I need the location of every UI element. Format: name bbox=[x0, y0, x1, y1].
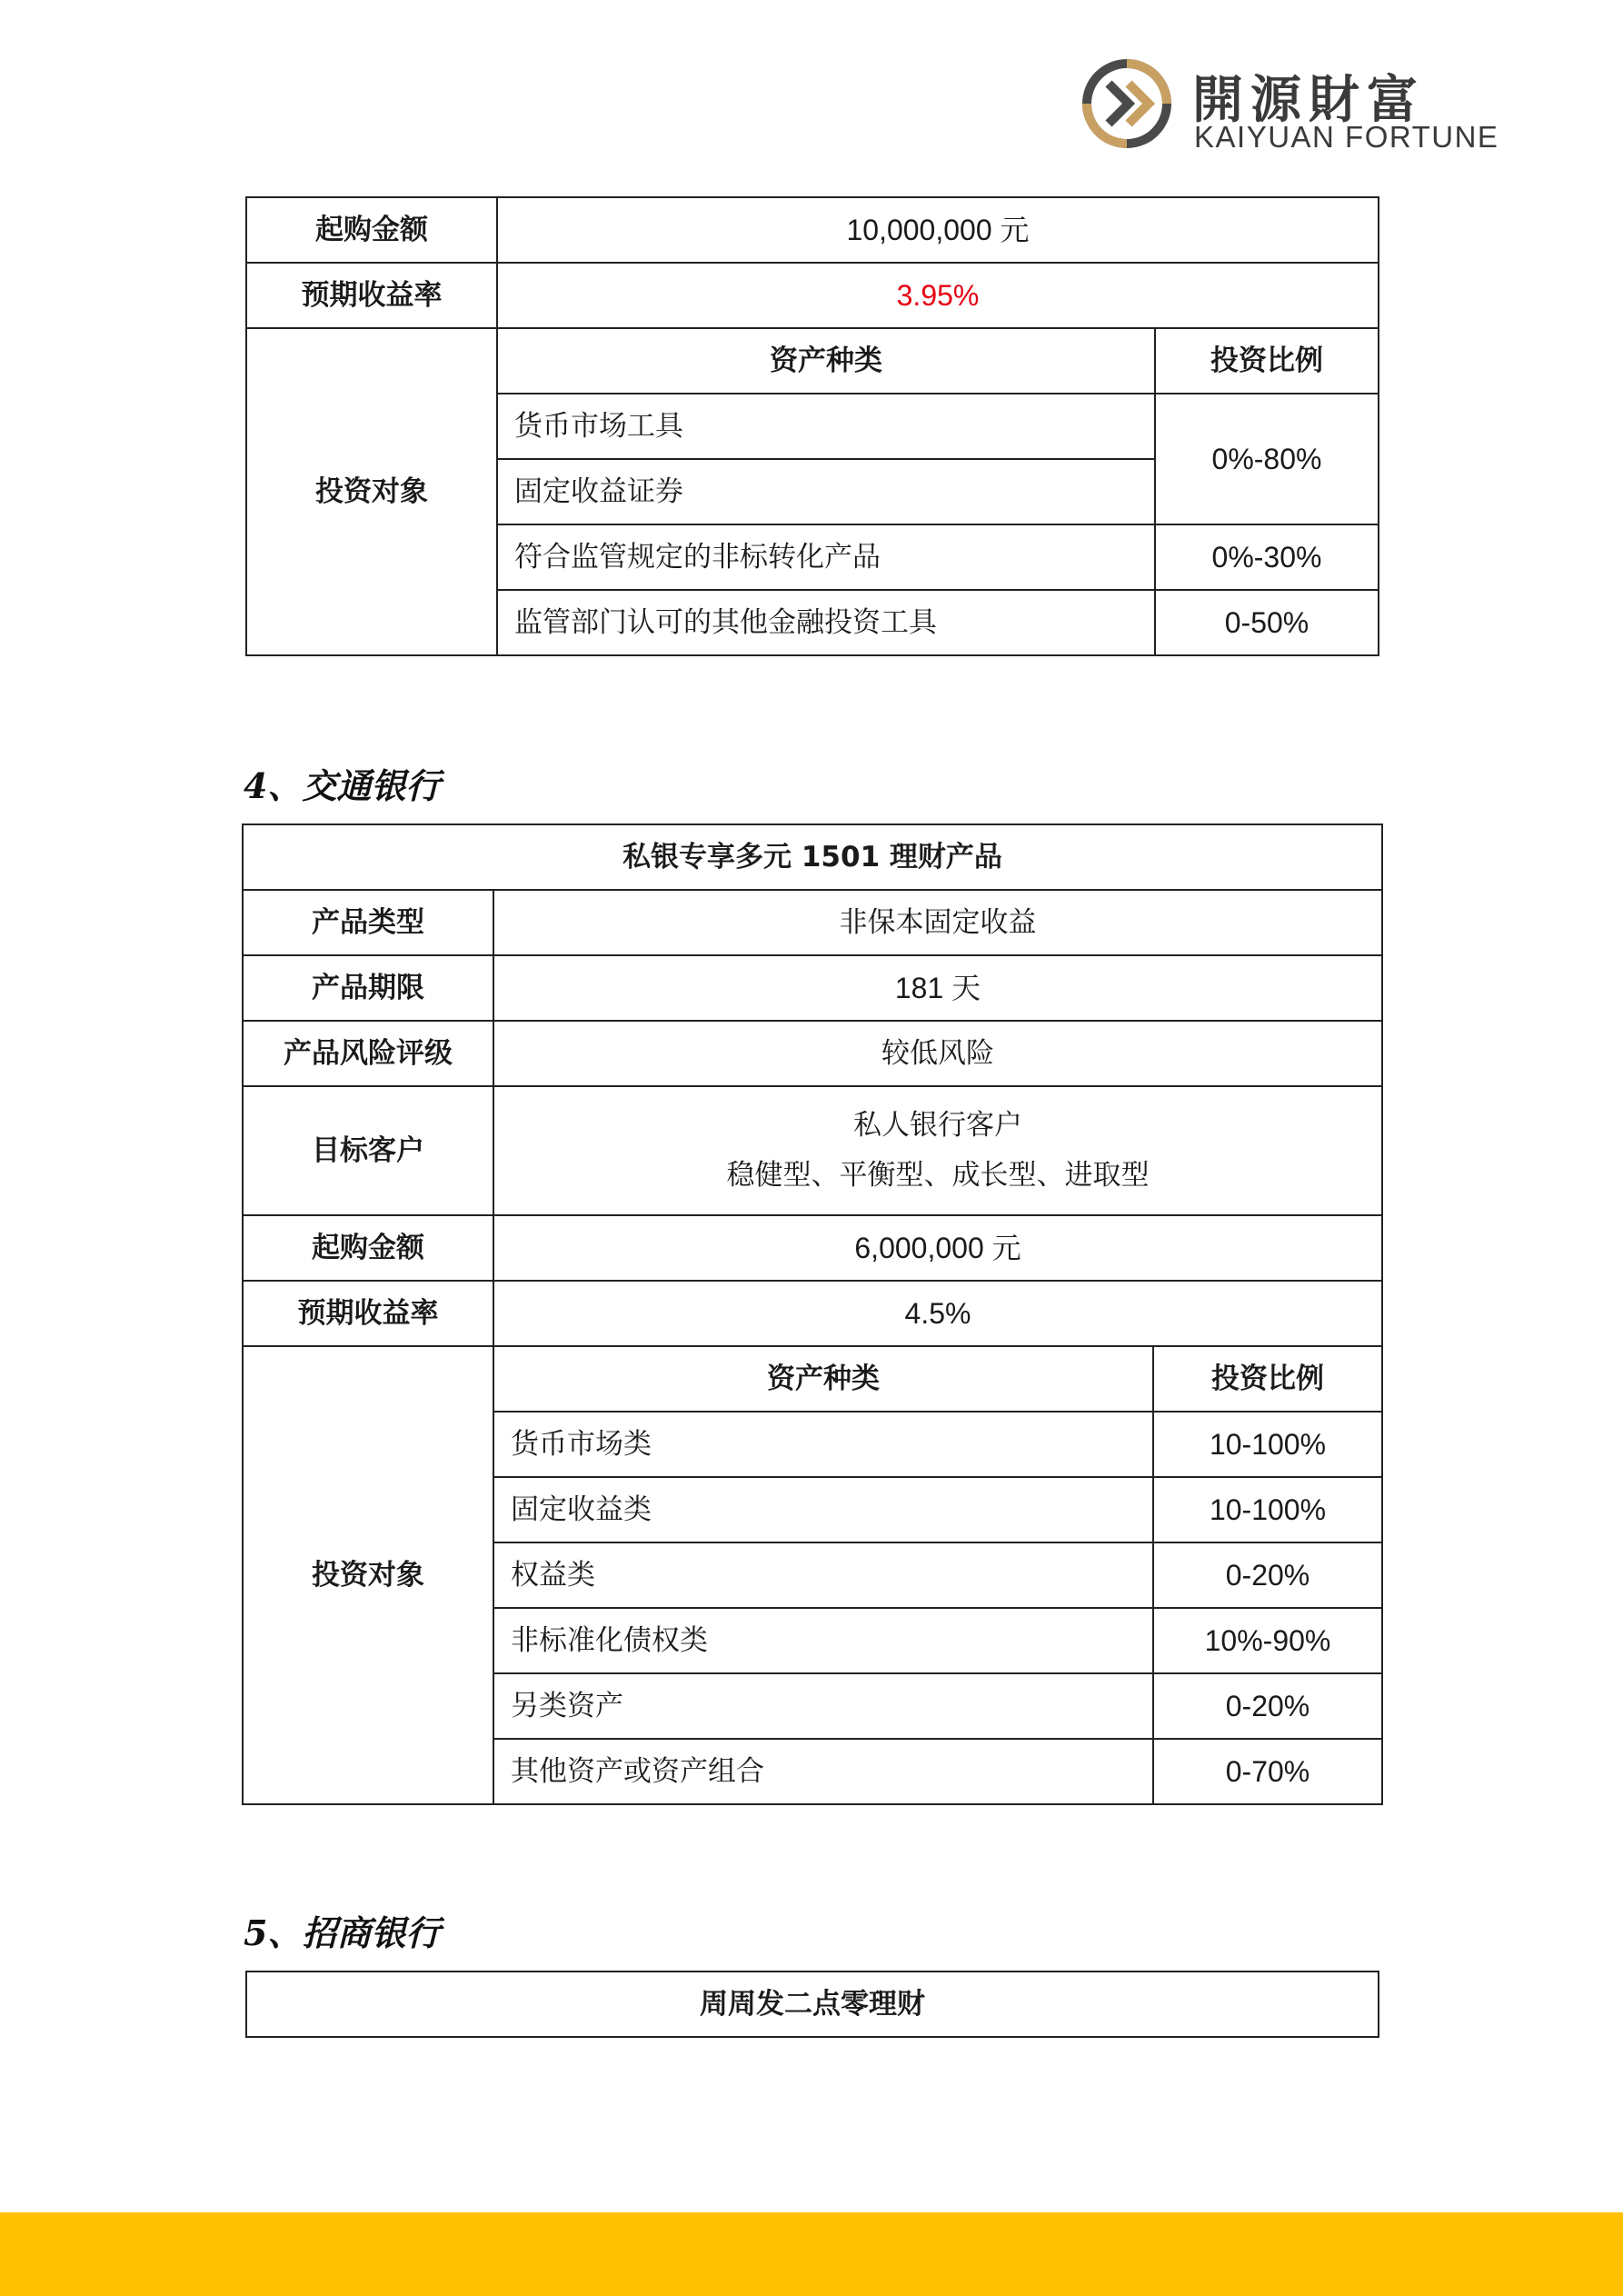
table-row bbox=[243, 1281, 1382, 1346]
ratio-cell: 0-50% bbox=[1155, 590, 1379, 655]
logo-english-name: KAIYUAN FORTUNE bbox=[1194, 120, 1499, 154]
asset-type-cell: 固定收益证券 bbox=[497, 459, 1155, 524]
table-row bbox=[243, 955, 1382, 1021]
target-customer-value bbox=[493, 1086, 1382, 1215]
table-row bbox=[246, 197, 1379, 263]
min-purchase-value: 6,000,000 元 bbox=[493, 1215, 1382, 1281]
ratio-cell: 0%-80% bbox=[1155, 394, 1379, 524]
ratio-header: 投资比例 bbox=[1155, 328, 1379, 394]
min-purchase-label: 起购金额 bbox=[246, 197, 497, 263]
ratio-cell: 0-20% bbox=[1153, 1673, 1382, 1739]
product-term-value: 181 天 bbox=[493, 955, 1382, 1021]
table-row bbox=[243, 890, 1382, 955]
investment-target-label: 投资对象 bbox=[246, 328, 497, 655]
expected-return-label: 预期收益率 bbox=[246, 263, 497, 328]
product-table-continued bbox=[245, 196, 1379, 656]
table-row bbox=[246, 328, 1379, 394]
asset-type-cell: 货币市场工具 bbox=[497, 394, 1155, 459]
ratio-cell: 10-100% bbox=[1153, 1477, 1382, 1542]
ratio-header: 投资比例 bbox=[1153, 1346, 1382, 1412]
bocom-product-table bbox=[242, 824, 1383, 1805]
cmb-product-table bbox=[245, 1971, 1379, 2038]
product-type-value: 非保本固定收益 bbox=[493, 890, 1382, 955]
product-type-label: 产品类型 bbox=[243, 890, 493, 955]
ratio-cell: 10%-90% bbox=[1153, 1608, 1382, 1673]
table-row bbox=[246, 263, 1379, 328]
risk-rating-value: 较低风险 bbox=[493, 1021, 1382, 1086]
section-heading-bocom: 4、交通银行 bbox=[244, 765, 441, 806]
table-row bbox=[243, 1346, 1382, 1412]
risk-rating-label: 产品风险评级 bbox=[243, 1021, 493, 1086]
ratio-cell: 0-20% bbox=[1153, 1542, 1382, 1608]
ratio-cell: 0%-30% bbox=[1155, 524, 1379, 590]
table-title-row bbox=[246, 1972, 1379, 2037]
ratio-cell: 0-70% bbox=[1153, 1739, 1382, 1804]
company-logo bbox=[1081, 58, 1499, 158]
table-title-row bbox=[243, 824, 1382, 890]
target-customer-line: 私人银行客户 bbox=[853, 1109, 1022, 1143]
section-heading-cmb: 5、招商银行 bbox=[244, 1912, 441, 1953]
asset-type-cell: 非标准化债权类 bbox=[493, 1608, 1153, 1673]
kaiyuan-logo-icon bbox=[1081, 58, 1172, 149]
expected-return-label: 预期收益率 bbox=[243, 1281, 493, 1346]
asset-type-cell: 符合监管规定的非标转化产品 bbox=[497, 524, 1155, 590]
table-row bbox=[243, 1215, 1382, 1281]
footer-bar bbox=[0, 2212, 1623, 2296]
min-purchase-value: 10,000,000 元 bbox=[497, 197, 1379, 263]
target-customer-label: 目标客户 bbox=[243, 1086, 493, 1215]
product-title: 周周发二点零理财 bbox=[246, 1972, 1379, 2037]
asset-type-cell: 固定收益类 bbox=[493, 1477, 1153, 1542]
asset-type-cell: 监管部门认可的其他金融投资工具 bbox=[497, 590, 1155, 655]
table-row bbox=[243, 1086, 1382, 1215]
product-term-label: 产品期限 bbox=[243, 955, 493, 1021]
asset-type-cell: 权益类 bbox=[493, 1542, 1153, 1608]
asset-type-cell: 另类资产 bbox=[493, 1673, 1153, 1739]
table-row bbox=[243, 1021, 1382, 1086]
asset-type-header: 资产种类 bbox=[493, 1346, 1153, 1412]
target-customer-line: 稳健型、平衡型、成长型、进取型 bbox=[726, 1159, 1150, 1192]
min-purchase-label: 起购金额 bbox=[243, 1215, 493, 1281]
asset-type-header: 资产种类 bbox=[497, 328, 1155, 394]
ratio-cell: 10-100% bbox=[1153, 1412, 1382, 1477]
product-title: 私银专享多元 1501 理财产品 bbox=[243, 824, 1382, 890]
expected-return-value: 4.5% bbox=[493, 1281, 1382, 1346]
investment-target-label: 投资对象 bbox=[243, 1346, 493, 1804]
asset-type-cell: 其他资产或资产组合 bbox=[493, 1739, 1153, 1804]
expected-return-value: 3.95% bbox=[497, 263, 1379, 328]
asset-type-cell: 货币市场类 bbox=[493, 1412, 1153, 1477]
logo-chinese-name: 開源財富 bbox=[1192, 71, 1425, 130]
